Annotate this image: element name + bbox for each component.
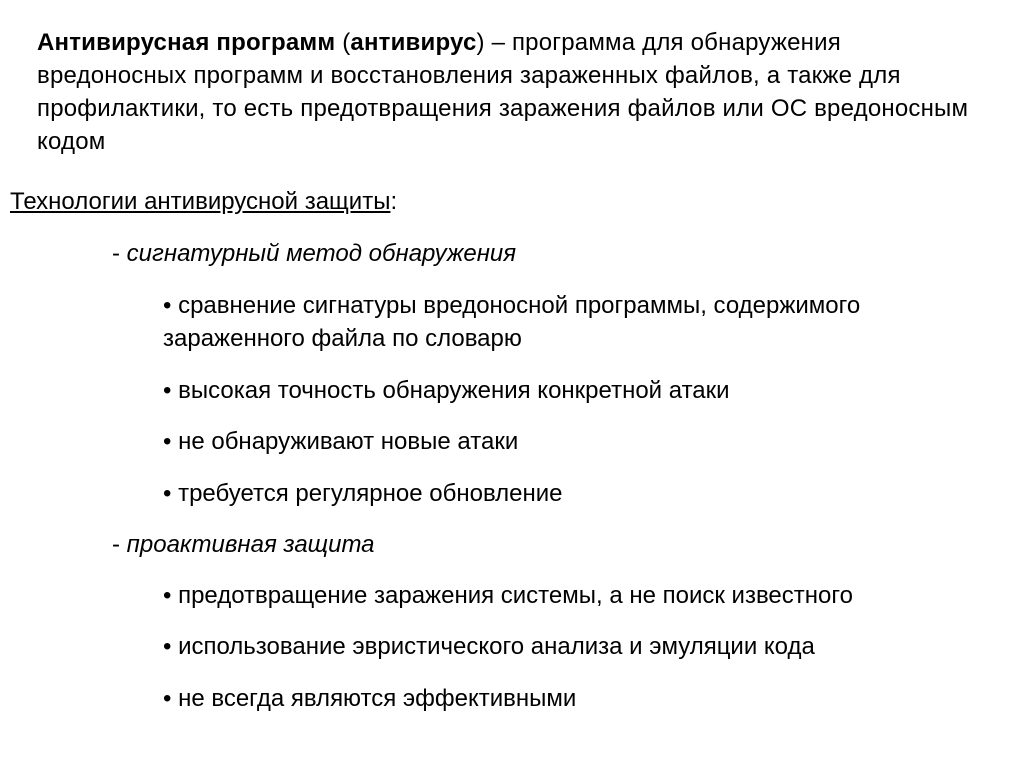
- list-item: • использование эвристического анализа и эмуляции кода: [163, 633, 815, 660]
- list-item: • предотвращение заражения системы, а не поиск известного: [163, 582, 853, 609]
- method-signature: [112, 237, 516, 270]
- technologies-heading-text: Технологии антивирусной защиты: [10, 188, 391, 215]
- definition-paragraph: [37, 26, 987, 158]
- technologies-heading: [10, 185, 397, 218]
- list-item: • требуется регулярное обновление: [163, 480, 563, 507]
- list-item: • сравнение сигнатуры вредоносной программы, содержимого зараженного файла по словарю: [163, 292, 861, 352]
- technologies-heading-colon: :: [390, 188, 398, 215]
- definition-open-paren: (: [335, 29, 351, 56]
- list-item: • высокая точность обнаружения конкретной атаки: [163, 377, 730, 404]
- method-name: сигнатурный метод обнаружения: [126, 240, 517, 267]
- definition-term: Антивирусная программ: [37, 29, 336, 56]
- method-proactive: [112, 528, 375, 561]
- method-name: проактивная защита: [126, 531, 375, 558]
- list-item: • не всегда являются эффективными: [163, 685, 577, 712]
- definition-term-short: антивирус: [350, 29, 477, 56]
- method-dash: -: [112, 531, 127, 558]
- method-dash: -: [112, 240, 127, 267]
- list-item: • не обнаруживают новые атаки: [163, 428, 519, 455]
- definition-text: ) – программа для обнаружения вредоносных программ и восстановления зараженных файлов, а также для профилактики, то есть предотвращения заражения файлов или ОС вредоносным кодом: [37, 29, 969, 155]
